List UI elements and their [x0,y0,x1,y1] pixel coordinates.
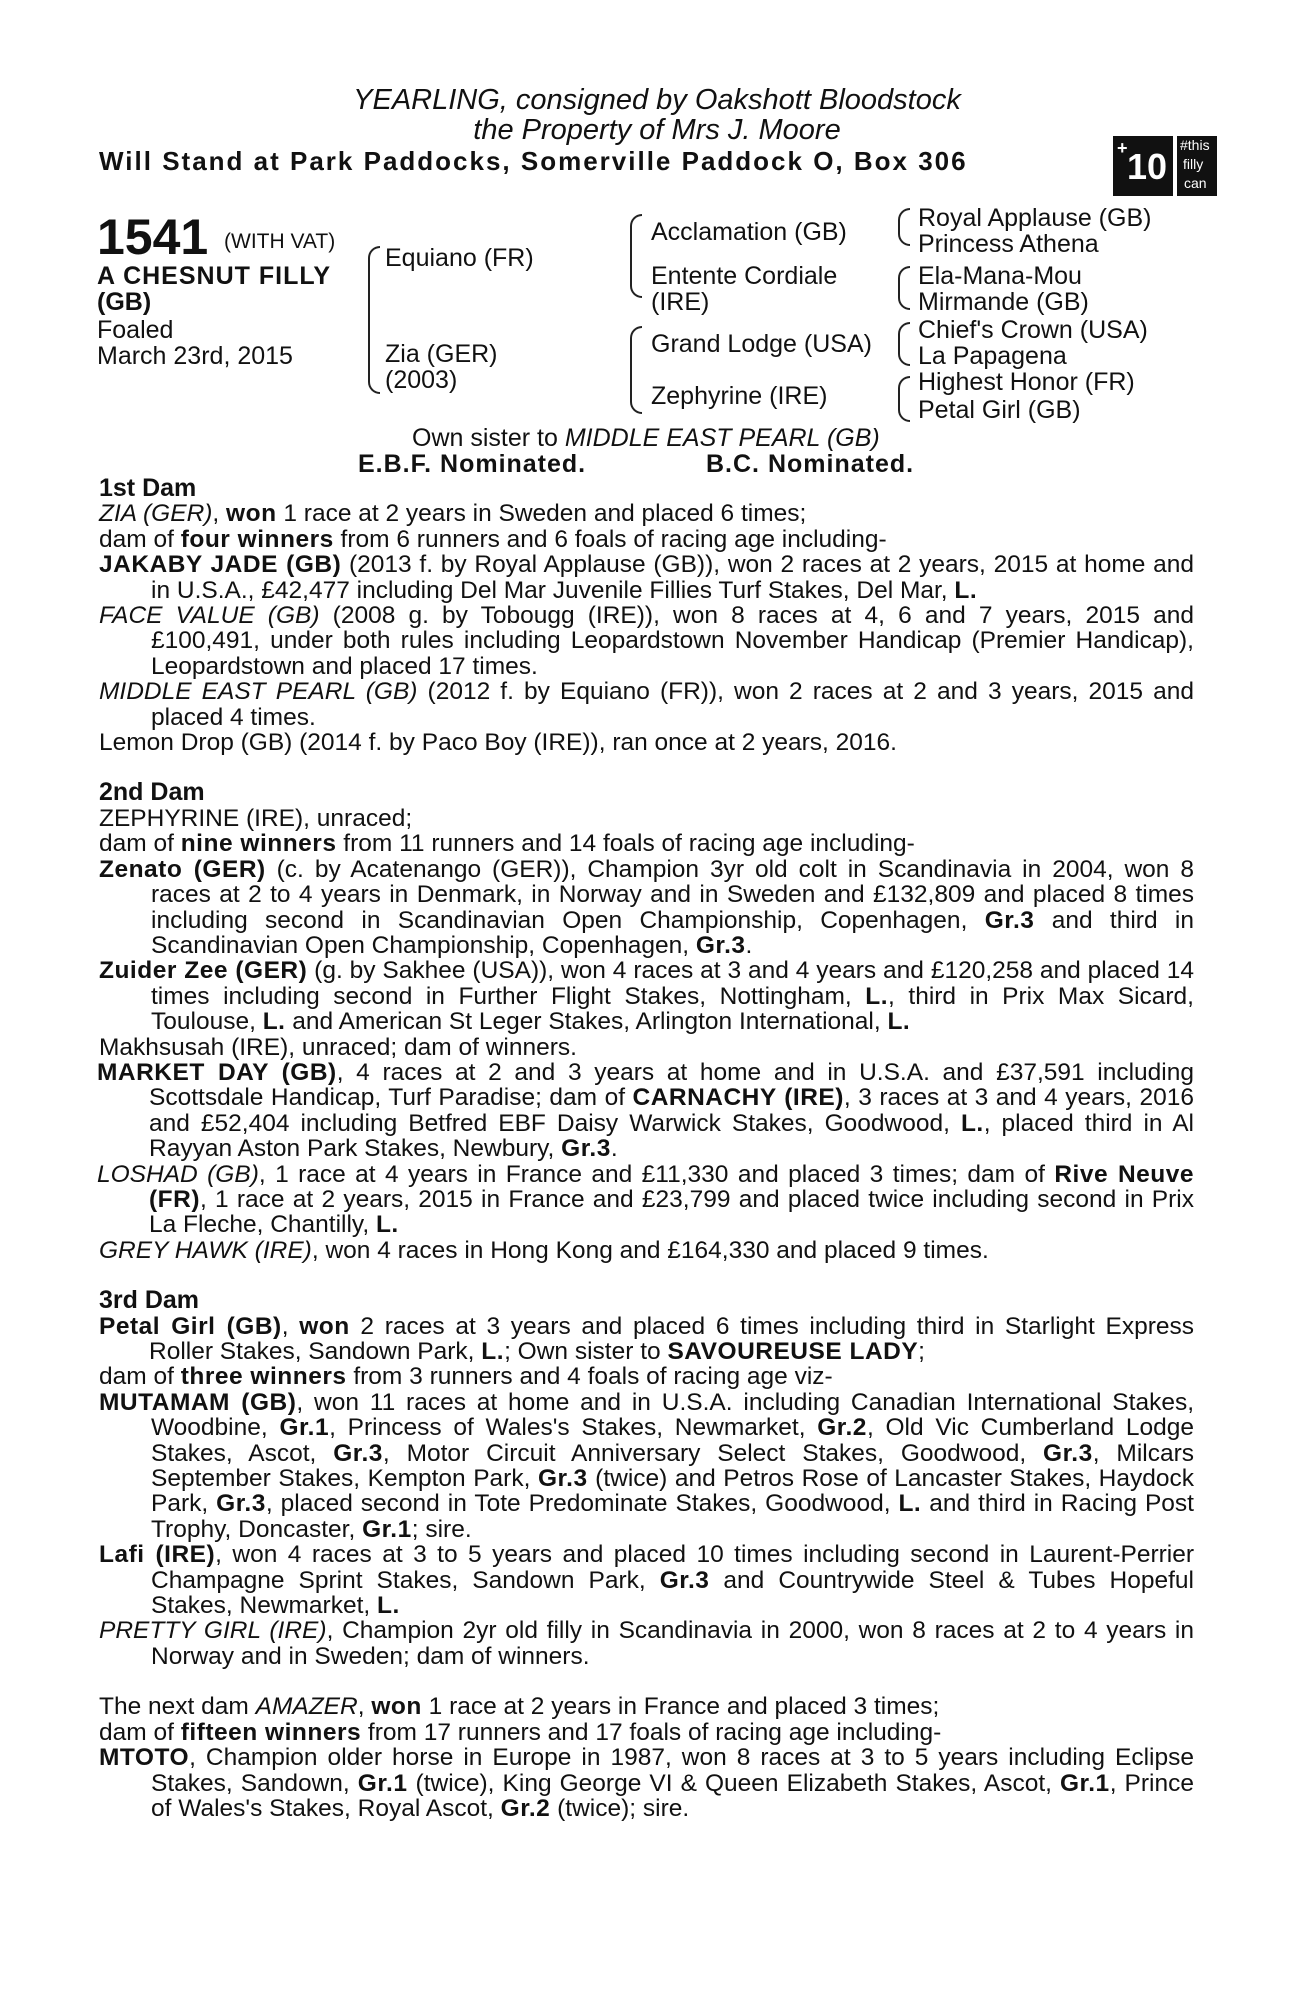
lot-description: A CHESNUT FILLY [97,262,331,290]
badge-tag-3: can [1184,175,1207,191]
progeny-entry: Lafi (IRE), won 4 races at 3 to 5 years and placed 10 times including second in Laurent-Perrier Champagne Sprint Stakes, Sandown Park, Gr.3 and Countrywide Steel & Tubes Hopeful Stakes, Newmarket, L. [99,1541,1195,1620]
pedigree-brace-ss [898,208,910,246]
own-sister-note: Own sister to MIDDLE EAST PEARL (GB) [412,424,880,452]
header-owner: the Property of Mrs J. Moore [473,114,841,146]
first-dam-produce: dam of four winners from 6 runners and 6 foals of racing age including- [99,525,887,553]
pedigree-sire-dam-origin: (IRE) [651,288,710,316]
next-dam-line: The next dam AMAZER, won 1 race at 2 years in France and placed 3 times; [99,1693,940,1721]
second-dam-heading: 2nd Dam [99,778,205,807]
pedigree-brace-dd [898,376,910,422]
pedigree-g3-7: Highest Honor (FR) [918,368,1135,396]
catalogue-body [99,476,1194,1821]
bc-nominated: B.C. Nominated. [706,450,915,478]
progeny-entry: Lemon Drop (GB) (2014 f. by Paco Boy (IRE)), ran once at 2 years, 2016. [99,729,897,757]
lot-number: 1541 [97,209,209,265]
progeny-entry: Zuider Zee (GER) (g. by Sakhee (USA)), won 4 races at 3 and 4 years and £120,258 and placed 14 times including second in Further Flight Stakes, Nottingham, L., third in Prix Max Sicard, Toulouse, L. and American St Leger Stakes, Arlington International, L. [99,957,1194,1036]
second-dam-line: ZEPHYRINE (IRE), unraced; [99,804,413,832]
progeny-entry: PRETTY GIRL (IRE), Champion 2yr old filly in Scandinavia in 2000, won 8 races at 2 to 4 years in Norway and in Sweden; dam of winners. [99,1617,1194,1670]
foaled-date: March 23rd, 2015 [97,342,293,370]
progeny-entry: FACE VALUE (GB) (2008 g. by Tobougg (IRE)), won 8 races at 4, 6 and 7 years, 2015 and £100,491, under both rules including Leopardstown November Handicap (Premier Handicap), Leopardstown and placed 17 times. [99,602,1195,680]
third-dam-line: Petal Girl (GB), won 2 races at 3 years and placed 6 times including third in Starlight Express Roller Stakes, Sandown Park, L.; Own sister to SAVOUREUSE LADY; [99,1312,1194,1365]
first-dam-heading: 1st Dam [99,474,197,502]
badge-number: 10 [1127,146,1168,187]
pedigree-dam-year: (2003) [385,366,458,394]
first-dam-line: ZIA (GER), won 1 race at 2 years in Sweden and placed 6 times; [99,500,807,528]
grand-progeny-entry: LOSHAD (GB), 1 race at 4 years in France and £11,330 and placed 3 times; dam of Rive Neuve (FR), 1 race at 2 years, 2015 in France and £23,799 and placed twice including second in Prix La Fleche, Chantilly, L. [97,1160,1194,1239]
ten-badge-logo [1113,136,1173,196]
pedigree-dam-dam: Zephyrine (IRE) [651,382,828,410]
progeny-entry: MIDDLE EAST PEARL (GB) (2012 f. by Equiano (FR)), won 2 races at 2 and 3 years, 2015 and placed 4 times. [99,678,1194,731]
hashtag-badge-logo [1177,136,1217,196]
pedigree-g3-1: Royal Applause (GB) [918,204,1152,232]
pedigree-brace-ds [898,322,910,366]
pedigree-brace-dam [630,326,642,414]
pedigree-g3-2: Princess Athena [918,230,1099,258]
badge-plus: + [1117,138,1128,158]
pedigree-g3-3: Ela-Mana-Mou [918,262,1082,290]
pedigree-g3-8: Petal Girl (GB) [918,396,1081,424]
progeny-entry: MUTAMAM (GB), won 11 races at home and in U.S.A. including Canadian International Stakes, Woodbine, Gr.1, Princess of Wales's Stakes, Newmarket, Gr.2, Old Vic Cumberland Lodge Stakes, Ascot, Gr.3, Motor Circuit Anniversary Select Stakes, Goodwood, Gr.3, Milcars September Stakes, Kempton Park, Gr.3 (twice) and Petros Rose of Lancaster Stakes, Haydock Park, Gr.3, placed second in Tote Predominate Stakes, Goodwood, L. and third in Racing Post Trophy, Doncaster, Gr.1; sire. [99,1388,1195,1543]
pedigree-sire: Equiano (FR) [385,244,534,272]
badge-tag-2: filly [1183,156,1204,172]
pedigree-brace-1 [368,246,380,394]
foaled-label: Foaled [97,316,174,344]
progeny-entry: GREY HAWK (IRE), won 4 races in Hong Kong and £164,330 and placed 9 times. [99,1236,989,1264]
progeny-entry: JAKABY JADE (GB) (2013 f. by Royal Applause (GB)), won 2 races at 2 years, 2015 at home and in U.S.A., £42,477 including Del Mar Juvenile Fillies Turf Stakes, Del Mar, L. [99,551,1194,604]
progeny-entry: MTOTO, Champion older horse in Europe in 1987, won 8 races at 3 to 5 years including Eclipse Stakes, Sandown, Gr.1 (twice), King George VI & Queen Elizabeth Stakes, Ascot, Gr.1, Prince of Wales's Stakes, Royal Ascot, Gr.2 (twice); sire. [99,1744,1194,1822]
pedigree-g3-6: La Papagena [918,342,1067,370]
second-dam-produce: dam of nine winners from 11 runners and 14 foals of racing age including- [99,830,915,858]
badge-tag-1: #this [1180,137,1210,153]
next-dam-produce: dam of fifteen winners from 17 runners and 17 foals of racing age including- [99,1718,942,1746]
third-dam-heading: 3rd Dam [99,1286,200,1315]
progeny-entry: Zenato (GER) (c. by Acatenango (GER)), Champion 3yr old colt in Scandinavia in 2004, won 8 races at 2 to 4 years in Denmark, in Norway and in Sweden and £132,809 and placed 8 times including second in Scandinavian Open Championship, Copenhagen, Gr.3 and third in Scandinavian Open Championship, Copenhagen, Gr.3. [99,855,1195,959]
progeny-entry: Makhsusah (IRE), unraced; dam of winners. [99,1033,577,1061]
grand-progeny-entry: MARKET DAY (GB), 4 races at 2 and 3 years at home and in U.S.A. and £37,591 including Scottsdale Handicap, Turf Paradise; dam of CARNACHY (IRE), 3 races at 3 and 4 years, 2016 and £52,404 including Betfred EBF Daisy Warwick Stakes, Goodwood, L., placed third in Al Rayyan Aston Park Stakes, Newbury, Gr.3. [97,1058,1194,1163]
pedigree-sire-dam: Entente Cordiale [651,262,838,290]
pedigree-g3-5: Chief's Crown (USA) [918,316,1148,344]
lot-vat: (WITH VAT) [224,230,336,253]
lot-description-origin: (GB) [97,288,152,316]
pedigree-dam-sire: Grand Lodge (USA) [651,330,872,358]
pedigree-brace-sd [898,266,910,310]
ebf-nominated: E.B.F. Nominated. [358,450,587,478]
pedigree-brace-sire [630,214,642,298]
pedigree-dam: Zia (GER) [385,340,498,368]
pedigree-g3-4: Mirmande (GB) [918,288,1089,316]
header-consignor: YEARLING, consigned by Oakshott Bloodstock [353,84,961,116]
third-dam-produce: dam of three winners from 3 runners and 4 foals of racing age viz- [99,1363,833,1391]
pedigree-sire-sire: Acclamation (GB) [651,218,847,246]
header-location: Will Stand at Park Paddocks, Somerville Paddock O, Box 306 [99,146,968,176]
